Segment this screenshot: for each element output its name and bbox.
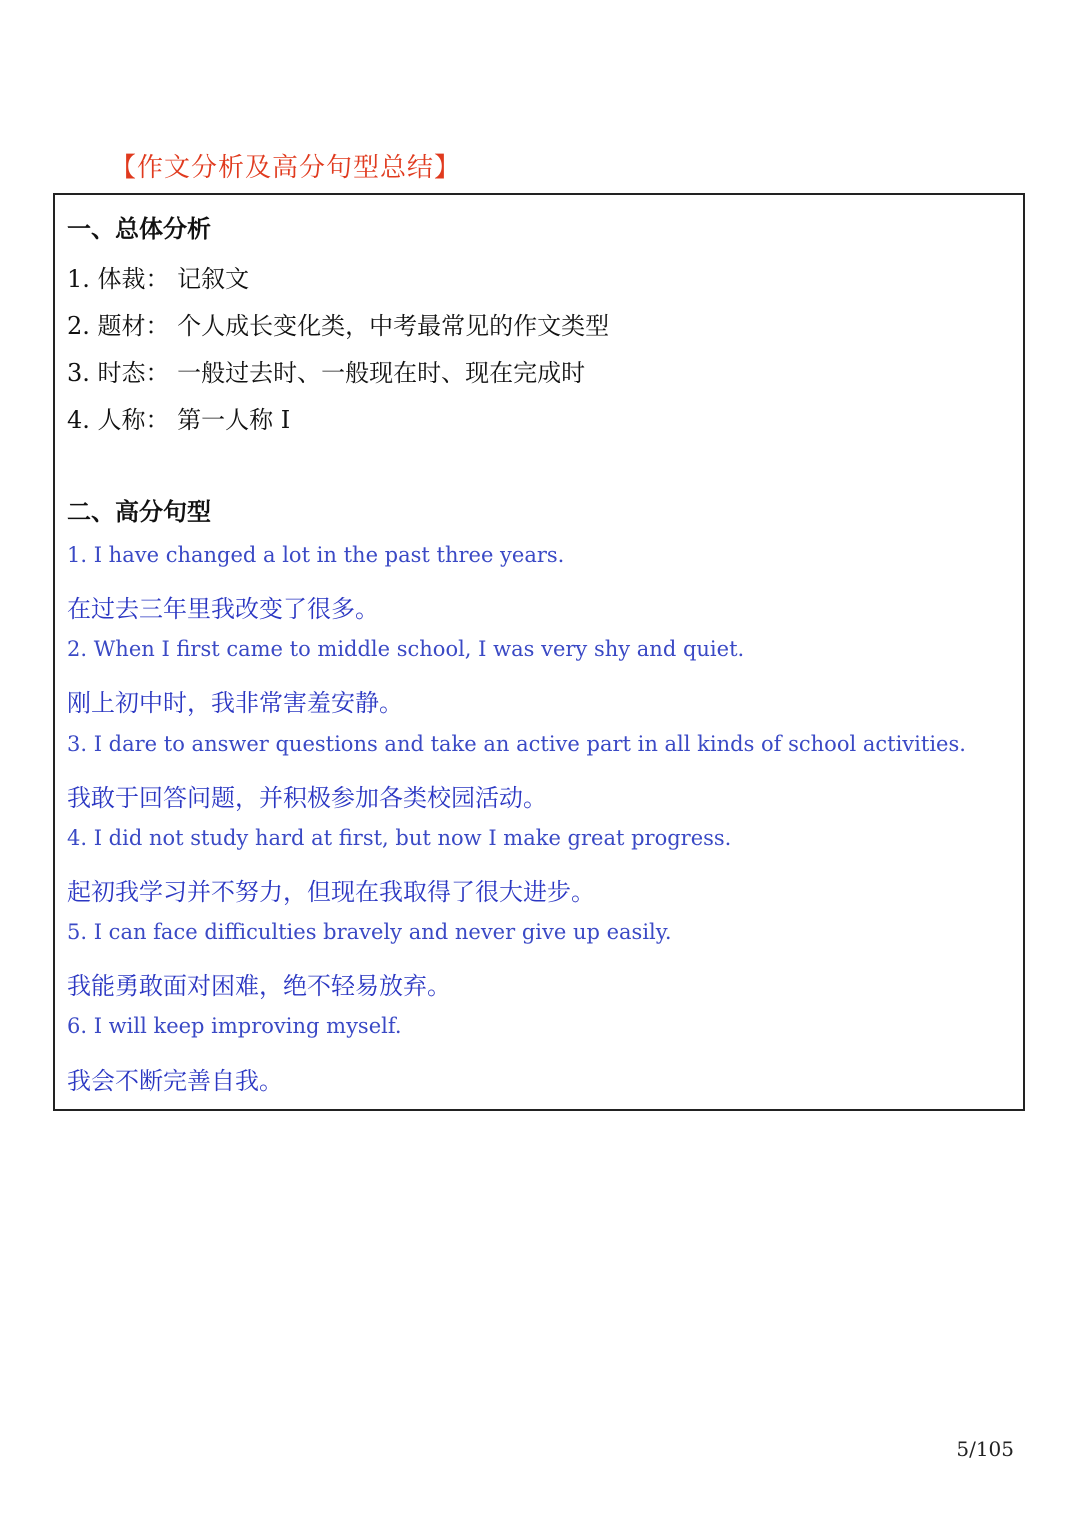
sentence-en-3: 3. I dare to answer questions and take an active part in all kinds of school activities. [67, 732, 966, 756]
sentence-zh-2: 刚上初中时，我非常害羞安静。 [67, 689, 403, 717]
sentence-en-6: 6. I will keep improving myself. [67, 1014, 402, 1038]
sentence-zh-3: 我敢于回答问题，并积极参加各类校园活动。 [67, 784, 547, 812]
page-number: 5/105 [956, 1437, 1014, 1461]
sentence-zh-6: 我会不断完善自我。 [67, 1067, 283, 1095]
analysis-item-person: 4. 人称： 第一人称 I [67, 406, 291, 434]
sentence-en-5: 5. I can face difficulties bravely and never give up easily. [67, 920, 672, 944]
analysis-item-topic: 2. 题材： 个人成长变化类，中考最常见的作文类型 [67, 312, 610, 340]
content-box [53, 193, 1025, 1111]
section-title-key-sentences: 二、高分句型 [67, 497, 211, 526]
sentence-zh-4: 起初我学习并不努力，但现在我取得了很大进步。 [67, 878, 595, 906]
page-heading: 【作文分析及高分句型总结】 [110, 153, 462, 183]
section-title-overall-analysis: 一、总体分析 [67, 214, 211, 243]
analysis-item-genre: 1. 体裁： 记叙文 [67, 265, 250, 293]
sentence-zh-5: 我能勇敢面对困难，绝不轻易放弃。 [67, 972, 451, 1000]
analysis-item-tense: 3. 时态： 一般过去时、一般现在时、现在完成时 [67, 359, 586, 387]
sentence-en-2: 2. When I first came to middle school, I was very shy and quiet. [67, 637, 745, 661]
sentence-en-1: 1. I have changed a lot in the past three years. [67, 543, 565, 567]
sentence-zh-1: 在过去三年里我改变了很多。 [67, 595, 379, 623]
sentence-en-4: 4. I did not study hard at first, but now I make great progress. [67, 826, 732, 850]
